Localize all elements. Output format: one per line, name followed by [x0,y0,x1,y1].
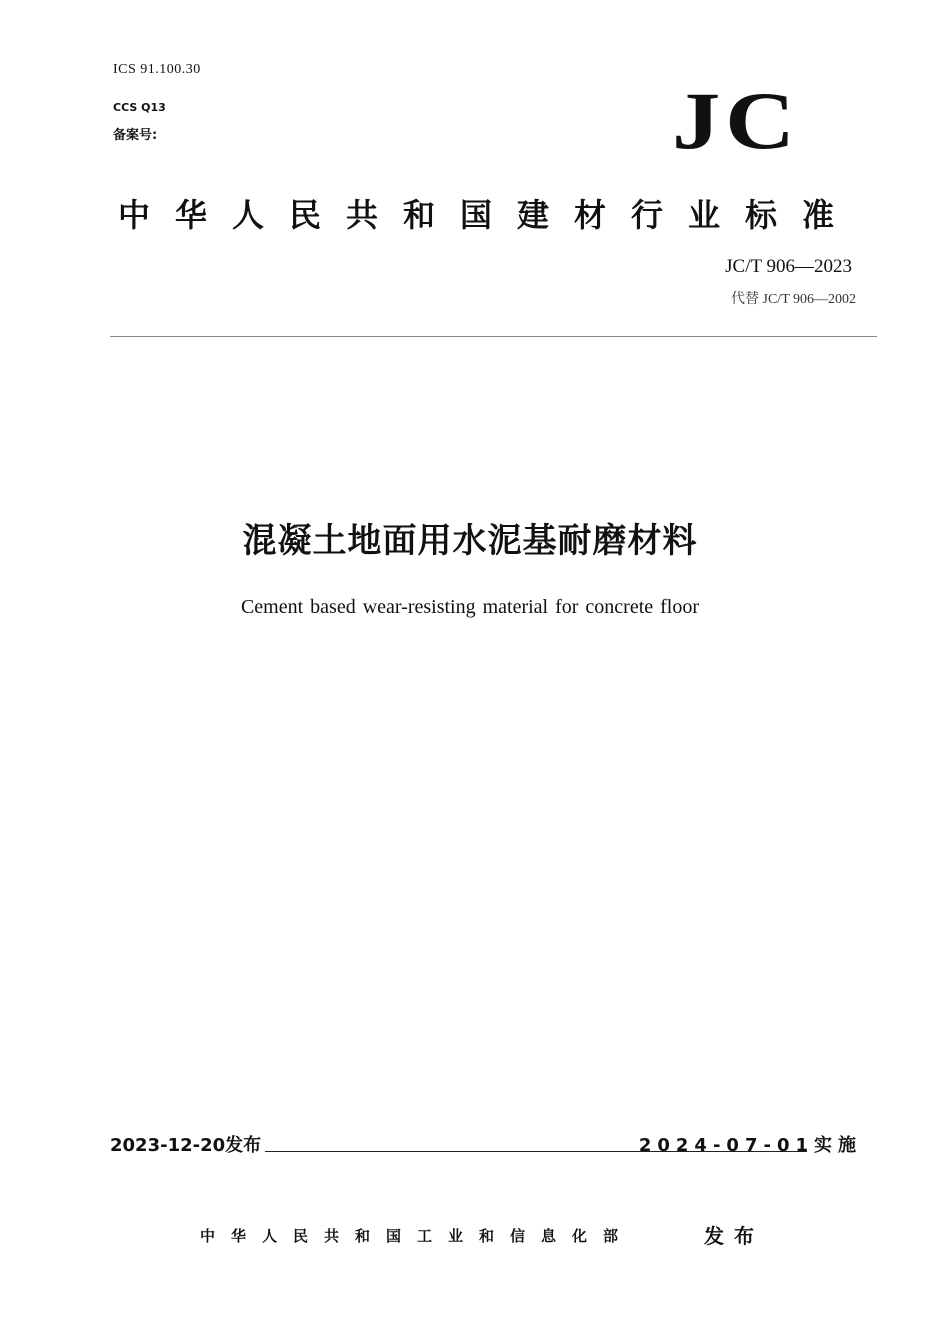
standard-number: JC/T 906—2023 [725,256,852,277]
issue-label: 发布 [704,1224,764,1248]
issuing-authority: 中华人民共和国工业和信息化部 [200,1227,635,1245]
header-divider [110,336,877,337]
standard-category-title: 中华人民共和国建材行业标准 [118,196,860,234]
document-title-chinese: 混凝土地面用水泥基耐磨材料 [242,521,698,561]
replaces-standard: 代替 JC/T 906—2002 [731,292,856,307]
ics-code: ICS 91.100.30 [113,62,201,77]
filing-number-label: 备案号: [113,128,158,143]
ccs-code: CCS Q13 [113,101,166,114]
date-line [110,1131,862,1155]
jc-logo: JC [672,75,800,166]
document-title-english: Cement based wear-resisting material for concrete floor [240,596,700,618]
publish-date: 2023-12-20发布 [110,1135,262,1156]
effective-date: 2024-07-01实施 [638,1135,862,1156]
